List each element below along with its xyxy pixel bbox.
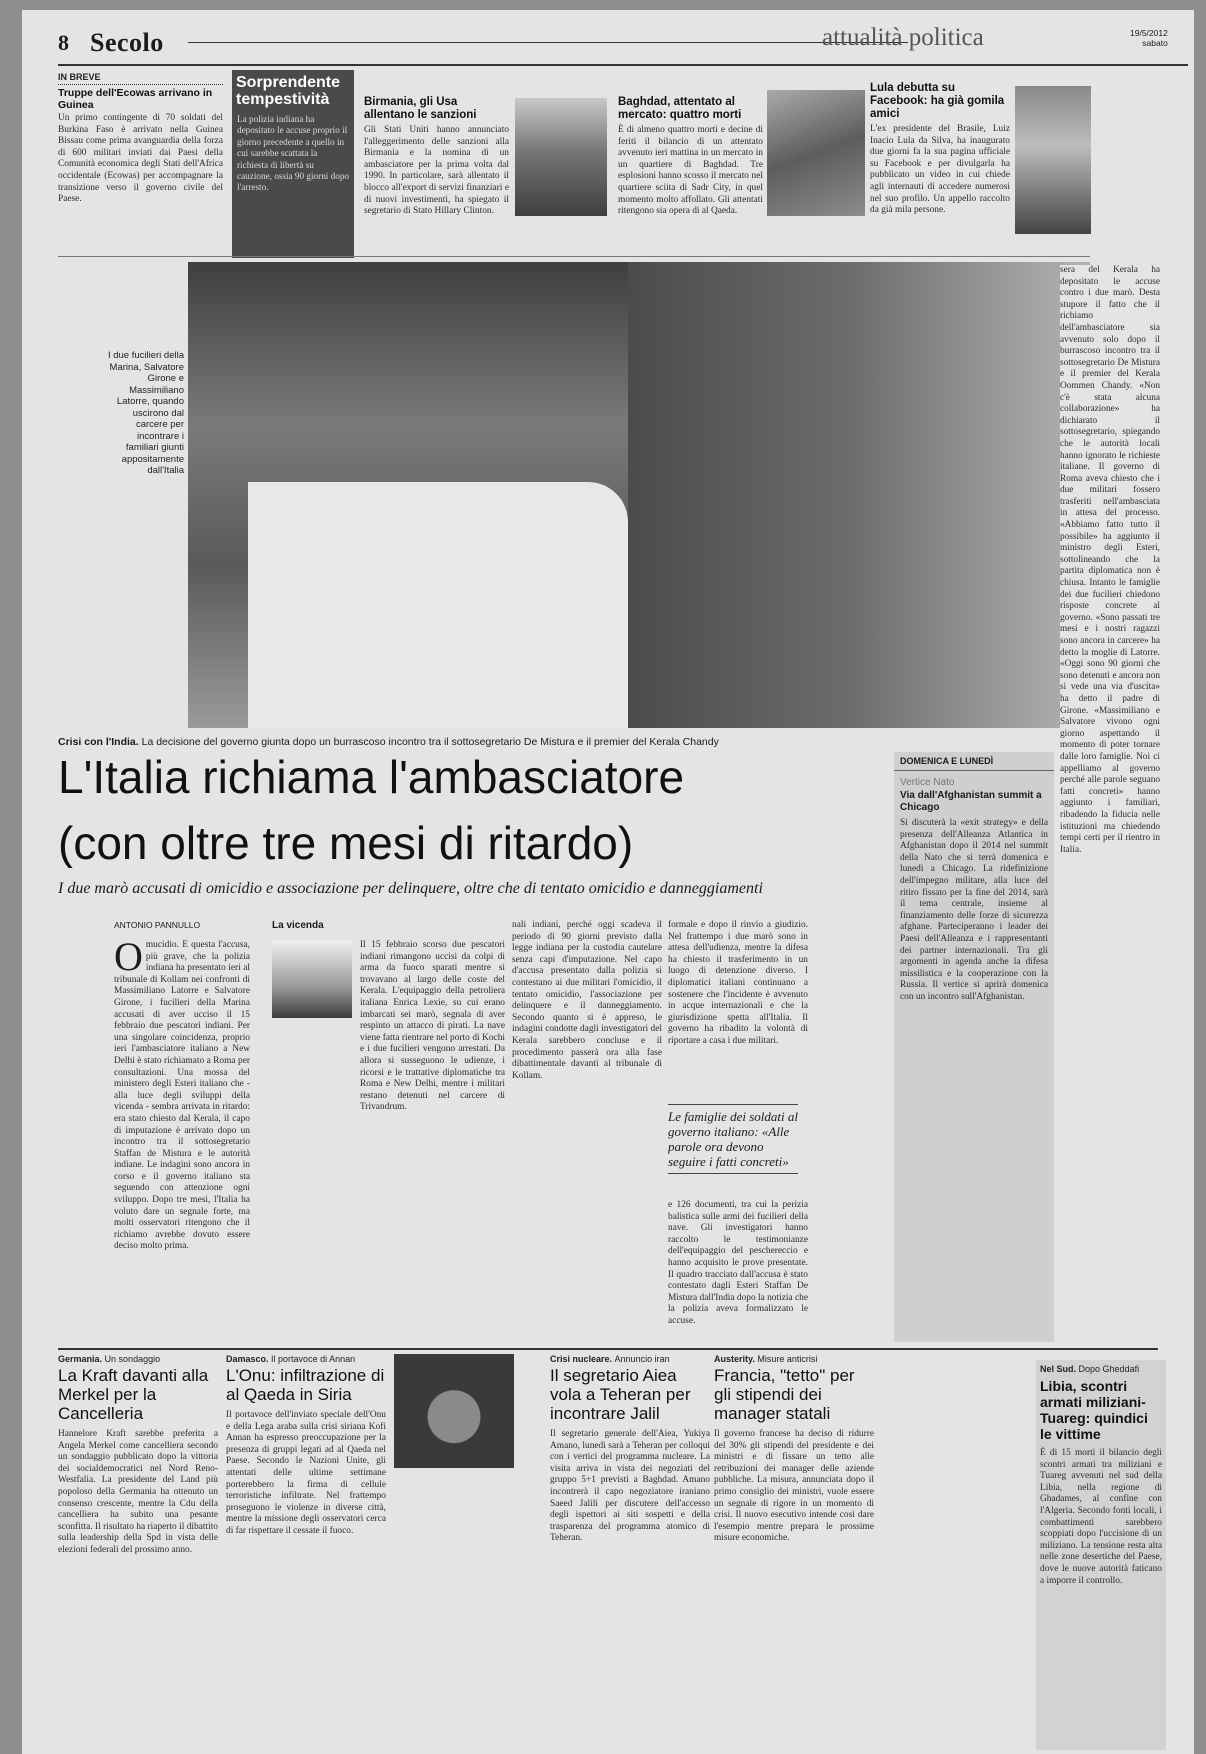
- bottom-article-francia: [714, 1354, 874, 1754]
- annan-photo: [394, 1354, 514, 1468]
- issue-date: [1130, 28, 1168, 48]
- francia-kicker-bold: Austerity.: [714, 1354, 755, 1364]
- col2-text: Il 15 febbraio scorso due pescatori indiani rimangono uccisi da colpi di arma da fuoco sparati mentre si trovavano al largo delle coste del Kerala. L'equipaggio della petroliera italiana Enrica Lexie, su cui erano imbarcati sei marò, segnala di aver respinto un attacco di pirati. La nave viene fatta rientrare nel porto di Kochi e i due fucilieri vengono arrestati. Da allora si susseguono le udienze, i ricorsi e le trattative diplomatiche tra Roma e New Delhi, mentre i militari restano detenuti nel carcere di Trivandrum.: [360, 940, 505, 1113]
- burma-title: Birmania, gli Usa allentano le sanzioni: [364, 96, 477, 121]
- germania-kicker-bold: Germania.: [58, 1354, 103, 1364]
- clinton-photo: [515, 98, 607, 216]
- libia-body: È di 15 morti il bilancio degli scontri armati tra miliziani e Tuareg avvenuti nel sud della Libia, nella regione di Ghadames, al confine con l'Algeria. Secondo fonti locali, i combattimenti sarebbero scoppiati dopo l'uccisione di un miliziano. La tensione resta alta nelle zone desertiche del Paese, dove le nuove autorità faticano a imporre il controllo.: [1040, 1448, 1162, 1586]
- lula-title: Lula debutta su Facebook: ha già gomila amici: [870, 82, 1005, 120]
- francia-kicker-text: Misure anticrisi: [757, 1354, 818, 1364]
- brief-header: IN BREVE: [58, 72, 223, 85]
- right-column-body: sera del Kerala ha depositato le accuse contro i due marò. Desta stupore il fatto che il richiamo dell'ambasciatore sia avvenuto solo dopo il burrascoso incontro tra il sottosegretario De Mistura e il premier del Kerala Oommen Chandy. «Non c'è stata alcuna collaborazione» ha dichiarato il sottosegretario, spiegando che le autorità locali hanno ignorato le richieste italiane. Il governo di Roma aveva chiesto che i due militari fossero trasferiti nell'ambasciata in attesa del processo. «Abbiamo fatto tutto il possibile» ha aggiunto il ministro degli Esteri, sottolineando che la partita diplomatica non è chiusa. Intanto le famiglie dei due fucilieri chiedono risposte concrete al governo. «Sono passati tre mesi e i nostri ragazzi sono ancora in carcere» ha detto la moglie di Latorre. «Oggi sono 90 giorni che sono detenuti e ancora non si vede una via d'uscita» ha detto il padre di Girone. «Massimiliano e Salvatore vivono ogni giorno aspettando il momento di poter tornare dalle loro famiglie. Noi ci appelliamo al governo perché alle parole seguano fatti concreti» hanno aggiunto i familiari, ribadendo la fiducia nelle istituzioni ma chiedendo tempi certi per il rientro in Italia.: [1060, 265, 1160, 1325]
- damasco-title: L'Onu: infiltrazione di al Qaeda in Siria: [226, 1366, 385, 1404]
- vicenda-label: La vicenda: [272, 920, 324, 931]
- libia-title: Libia, scontri armati miliziani-Tuareg: quindici le vittime: [1040, 1378, 1148, 1442]
- damasco-kicker-text: Il portavoce di Annan: [271, 1354, 356, 1364]
- paper-name: Secolo: [90, 28, 164, 57]
- damasco-kicker: [226, 1354, 386, 1364]
- byline: ANTONIO PANNULLO: [114, 920, 201, 930]
- germania-kicker-text: Un sondaggio: [104, 1354, 161, 1364]
- libia-kicker-bold: Nel Sud.: [1040, 1364, 1077, 1374]
- germania-kicker: [58, 1354, 218, 1364]
- brief-box: [58, 72, 223, 252]
- brief-title: Truppe dell'Ecowas arrivano in Guinea: [58, 87, 213, 111]
- briefs-rule: [58, 256, 1090, 257]
- aiea-kicker-text: Annuncio iran: [614, 1354, 670, 1364]
- nato-sidebar: [894, 752, 1054, 1342]
- photo-vehicle: [248, 482, 628, 728]
- baghdad-body: È di almeno quattro morti e decine di feriti il bilancio di un attentato avvenuto ieri mattina in un mercato in un quartiere di Baghdad. Tre esplosioni hanno scosso il mercato nel quartiere sciita di Sadr City, in quel momento molto affollato. Gli attentati ritengono sia opera di al Qaeda.: [618, 125, 763, 217]
- lula-photo: [1015, 86, 1091, 234]
- germania-body: Hannelore Kraft sarebbe preferita a Angela Merkel come cancelliera secondo un sondaggio pubblicato dopo la vittoria dei socialdemocratici nel Nord Reno-Westfalia. La presidente del Land più popoloso della Germania ha ottenuto un consenso crescente, mentre la Cdu della cancelliera ha subito una pesante sconfitta. Il risultato ha riaperto il dibattito sulla leadership della Spd in vista delle elezioni federali del prossimo anno.: [58, 1429, 218, 1555]
- main-photo: [188, 262, 1090, 728]
- col3-text: nali indiani, perché oggi scadeva il periodo di 90 giorni previsto dalla legge indiana per la custodia cautelare senza capi d'imputazione. Nel capo d'accusa presentato dalla polizia si contestano ai due militari l'omicidio, il tentato omicidio, l'associazione per delinquere e il danneggiamento. Secondo quanto si è appreso, le indagini condotte dagli investigatori del Kerala sarebbero concluse e il procedimento passerà ora alla fase dibattimentale davanti al tribunale di Kollam.: [512, 920, 662, 1081]
- market-photo: [767, 90, 865, 216]
- nato-body: Si discuterà la «exit strategy» e della presenza dell'Alleanza Atlantica in Afghanistan dopo il 2014 nel summit della Nato che si terrà domenica e lunedì a Chicago. La ridefinizione dell'impegno militare, alla luce del ritiro fissato per la fine del 2014, sarà il tema centrale, insieme al finanziamento delle forze di sicurezza afghane. Parteciperanno i leader dei Paesi dell'Alleanza e i rappresentanti dei partner internazionali. Tra gli argomenti in agenda anche la difesa missilistica e la cooperazione con la Russia. Il vertice si aprirà domenica con un incontro sull'Afghanistan.: [900, 818, 1048, 1002]
- pull-quote: Le famiglie dei soldati al governo italiano: «Alle parole ora devono seguire i fatti concreti»: [668, 1104, 798, 1174]
- col4-text: formale e dopo il rinvio a giudizio. Nel frattempo i due marò sono in attesa dell'udienza, mentre la difesa ha chiesto il trasferimento in un luogo di detenzione diverso. I diplomatici italiani continuano a sostenere che l'incidente è avvenuto in acque internazionali e che la giurisdizione spetta all'Italia. Il governo ha ribadito la volontà di riportare a casa i due militari.: [668, 920, 808, 1046]
- nato-header: DOMENICA E LUNEDÌ: [894, 752, 1054, 771]
- bottom-rule: [58, 1348, 1158, 1350]
- damasco-body: Il portavoce dell'inviato speciale dell'Onu e della Lega araba sulla crisi siriana Kofi Annan ha espresso preoccupazione per la presenza di gruppi legati ad al Qaeda nel Paese. Secondo le Nazioni Unite, gli attentati delle ultime settimane porterebbero la firma di cellule terroristiche infiltrate. Nel frattempo proseguono le violenze in diverse città, mentre la missione degli osservatori cerca di far rispettare il cessate il fuoco.: [226, 1410, 386, 1536]
- aiea-title: Il segretario Aiea vola a Teheran per incontrare Jalil: [550, 1366, 691, 1423]
- germania-title: La Kraft davanti alla Merkel per la Cancelleria: [58, 1366, 209, 1423]
- burma-body: Gli Stati Uniti hanno annunciato l'alleggerimento delle sanzioni alla Birmania e la nomina di un ambasciatore per la prima volta dal 1990. In particolare, sarà allentato il blocco all'export di servizi finanziari e di nuovi investimenti, ha spiegato il segretario di Stato Hillary Clinton.: [364, 125, 509, 217]
- main-kicker-text: La decisione del governo giunta dopo un burrascoso incontro tra il sottosegretario De Mistura e il premier del Kerala Chandy: [141, 736, 719, 748]
- main-kicker-bold: Crisi con l'India.: [58, 736, 139, 748]
- baghdad-title: Baghdad, attentato al mercato: quattro morti: [618, 96, 742, 121]
- bottom-article-libia: [1036, 1360, 1166, 1750]
- burma-brief: [364, 96, 509, 252]
- vicenda-photo: [272, 940, 352, 1018]
- top-rule: [58, 64, 1188, 66]
- newspaper-page: [22, 10, 1194, 1754]
- section-name: attualità politica: [822, 24, 984, 51]
- baghdad-brief: [618, 96, 763, 252]
- main-headline-2: (con oltre tre mesi di ritardo): [58, 818, 634, 868]
- francia-kicker: [714, 1354, 874, 1364]
- highlight-body: La polizia indiana ha depositato le accuse proprio il giorno precedente a quello in cui sarebbe scattata la richiesta di libertà su cauzione, ossia 90 giorni dopo l'arresto.: [237, 114, 350, 193]
- aiea-kicker: [550, 1354, 710, 1364]
- nato-sub: Vertice Nato: [900, 777, 955, 788]
- col1-text: mucidio. È questa l'accusa, più grave, che la polizia indiana ha presentato ieri al tribunale di Kollam nei confronti di Massimiliano Latorre e Salvatore Girone, i fucilieri della Marina accusati di aver ucciso il 15 febbraio due pescatori indiani. Per una singolare coincidenza, proprio ieri l'ambasciatore italiano a New Delhi è stato richiamato a Roma per consultazioni. Una mossa del ministero degli Esteri italiano che - alla luce degli sviluppi della vicenda - sembra arrivata in ritardo: era stato chiesto dal Kerala, il capo di imputazione è arrivato dopo un incontro tra il sottosegretario Staffan de Mistura e le autorità indiane. Le indagini sono ancora in corso e il governo italiano sta seguendo con attenzione ogni sviluppo. Dopo tre mesi, l'Italia ha voluto dare un segnale forte, ma molti osservatori ritengono che il richiamo avrebbe dovuto essere deciso molto prima.: [114, 940, 250, 1252]
- main-subhead: I due marò accusati di omicidio e associazione per delinquere, oltre che di tentato omicidio e danneggiamenti: [58, 880, 763, 897]
- francia-body: Il governo francese ha deciso di ridurre del 30% gli stipendi del presidente e dei ministri e di fissare un tetto alle retribuzioni dei manager delle aziende pubbliche. La misura, annunciata dopo il primo consiglio dei ministri, vuole essere un segnale di rigore in un momento di crisi. Il nuovo esecutivo intende così dare l'esempio mentre prepara le prossime misure economiche.: [714, 1429, 874, 1544]
- bottom-article-aiea: [550, 1354, 710, 1754]
- masthead-rule: [188, 42, 908, 43]
- main-kicker: [58, 736, 878, 748]
- nato-title: Via dall'Afghanistan summit a Chicago: [900, 790, 1042, 813]
- libia-kicker: [1040, 1364, 1162, 1374]
- photo-crowd: [628, 262, 1090, 728]
- photo-caption: I due fucilieri della Marina, Salvatore Girone e Massimiliano Latorre, quando uscirono dal carcere per incontrare i familiari giunti appositamente dall'Italia: [107, 350, 184, 476]
- lula-brief: [870, 82, 1010, 252]
- dropcap: O: [114, 940, 143, 979]
- brief-body: Un primo contingente di 70 soldati del Burkina Faso è arrivato nella Guinea Bissau come prima avanguardia della forza di 600 militari inviati dai Paesi della Comunità economica degli Stati dell'Africa occidentale (Ecowas) per accompagnare la transizione verso il governo civile del Paese.: [58, 113, 223, 205]
- issue-date-line: 19/5/2012: [1130, 28, 1168, 38]
- col4b-text: e 126 documenti, tra cui la perizia balistica sulle armi dei fucilieri della nave. Gli investigatori hanno raccolto le testimonianze dell'equipaggio del peschereccio e hanno acquisito le prove presentate. Il quadro tracciato dall'accusa è stato contestato dagli Esteri Staffan De Mistura dall'India dopo la notizia che la polizia aveva formalizzato le accuse.: [668, 1200, 808, 1326]
- col1: [114, 940, 250, 1340]
- francia-title: Francia, "tetto" per gli stipendi dei manager statali: [714, 1366, 855, 1423]
- bottom-article-germania: [58, 1354, 218, 1754]
- highlight-title: Sorprendente tempestività: [236, 74, 341, 108]
- damasco-kicker-bold: Damasco.: [226, 1354, 269, 1364]
- aiea-kicker-bold: Crisi nucleare.: [550, 1354, 613, 1364]
- aiea-body: Il segretario generale dell'Aiea, Yukiya Amano, lunedì sarà a Teheran per colloqui con i vertici del programma nucleare. La visita arriva in vista dei negoziati del gruppo 5+1 previsti a Baghdad. Amano incontrerà il capo negoziatore iraniano Saeed Jalili per discutere dell'accesso degli ispettori ai siti sospetti e della trasparenza del programma atomico di Teheran.: [550, 1429, 710, 1544]
- issue-day: sabato: [1142, 38, 1168, 48]
- libia-kicker-text: Dopo Gheddafi: [1078, 1364, 1140, 1374]
- lula-body: L'ex presidente del Brasile, Luiz Inacio Lula da Silva, ha inaugurato due giorni fa la sua pagina ufficiale su Facebook e per divulgarla ha pubblicato un video in cui chiede agli internauti di accedere numerosi nel suo profilo. Un appello raccolto da già mila persone.: [870, 124, 1010, 216]
- main-headline-1: L'Italia richiama l'ambasciatore: [58, 752, 685, 802]
- highlight-box: [232, 70, 354, 258]
- page-number: 8: [58, 30, 69, 55]
- bottom-article-damasco: [226, 1354, 386, 1754]
